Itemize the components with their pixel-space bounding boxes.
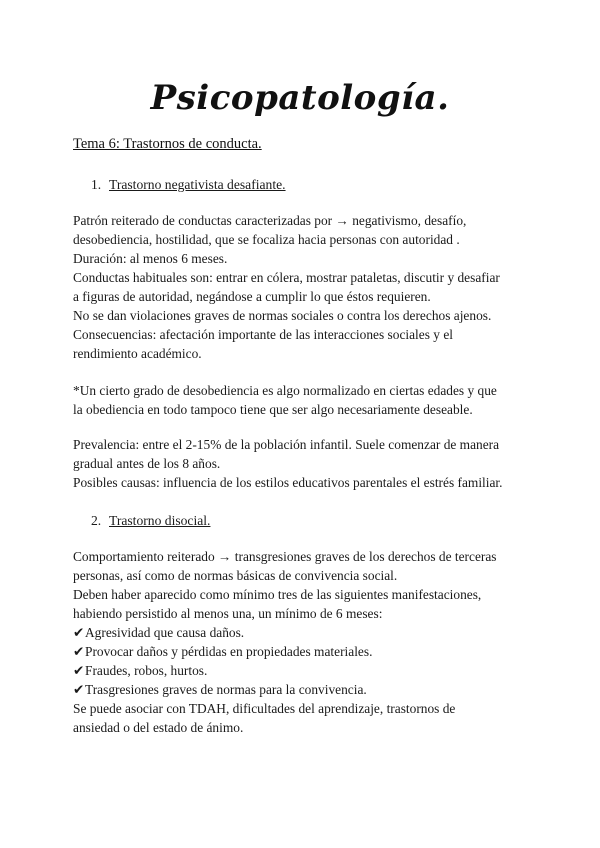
checklist-item-text: Fraudes, robos, hurtos.: [85, 663, 208, 678]
checklist-item-text: Trasgresiones graves de normas para la convivencia.: [85, 682, 367, 697]
text-line: desobediencia, hostilidad, que se focaliza hacia personas con autoridad .: [73, 232, 460, 247]
text-line: rendimiento académico.: [73, 346, 202, 361]
text-line: ansiedad o del estado de ánimo.: [73, 720, 244, 735]
section-2-description: [73, 547, 533, 737]
text-line: Se puede asociar con TDAH, dificultades del aprendizaje, trastornos de: [73, 701, 456, 716]
text-line: Deben haber aparecido como mínimo tres de las siguientes manifestaciones,: [73, 587, 482, 602]
section-1-note: [73, 381, 533, 419]
section-1-prevalence: [73, 435, 533, 492]
text-line: habiendo persistido al menos una, un mínimo de 6 meses:: [73, 606, 383, 621]
text-line: Duración: al menos 6 meses.: [73, 251, 228, 266]
text-line: personas, así como de normas básicas de convivencia social.: [73, 568, 398, 583]
topic-heading: Tema 6: Trastornos de conducta.: [73, 136, 262, 152]
text-line: Patrón reiterado de conductas caracterizadas por → negativismo, desafío,: [73, 213, 467, 228]
checkmark-icon: ✔: [73, 663, 85, 678]
checklist-item: [73, 661, 533, 680]
checkmark-icon: ✔: [73, 644, 85, 659]
section-1-title: Trastorno negativista desafiante.: [109, 177, 286, 192]
text-line: Conductas habituales son: entrar en cólera, mostrar pataletas, discutir y desafiar: [73, 270, 500, 285]
text-line: gradual antes de los 8 años.: [73, 456, 221, 471]
section-1-number: 1.: [91, 177, 102, 192]
section-1-description: [73, 211, 533, 363]
text-line: a figuras de autoridad, negándose a cumplir lo que éstos requieren.: [73, 289, 431, 304]
text-line: *Un cierto grado de desobediencia es algo normalizado en ciertas edades y que: [73, 383, 497, 398]
text-line: Posibles causas: influencia de los estilos educativos parentales el estrés familiar.: [73, 475, 503, 490]
checkmark-icon: ✔: [73, 625, 85, 640]
checkmark-icon: ✔: [73, 682, 85, 697]
section-2-title: Trastorno disocial.: [109, 513, 211, 528]
text-line: Consecuencias: afectación importante de las interacciones sociales y el: [73, 327, 453, 342]
checklist-item: [73, 623, 533, 642]
checklist-item-text: Agresividad que causa daños.: [85, 625, 245, 640]
text-line: Comportamiento reiterado → transgresiones graves de los derechos de terceras: [73, 549, 497, 564]
text-line: No se dan violaciones graves de normas sociales o contra los derechos ajenos.: [73, 308, 492, 323]
checklist-item: [73, 642, 533, 661]
section-2-heading: [91, 513, 210, 529]
text-line: Prevalencia: entre el 2-15% de la población infantil. Suele comenzar de manera: [73, 437, 500, 452]
page-title: Psicopatología.: [150, 78, 450, 118]
checklist-item: [73, 680, 533, 699]
section-1-heading: [91, 177, 286, 193]
text-line: la obediencia en todo tampoco tiene que ser algo necesariamente deseable.: [73, 402, 473, 417]
checklist-item-text: Provocar daños y pérdidas en propiedades materiales.: [85, 644, 373, 659]
section-2-number: 2.: [91, 513, 102, 528]
